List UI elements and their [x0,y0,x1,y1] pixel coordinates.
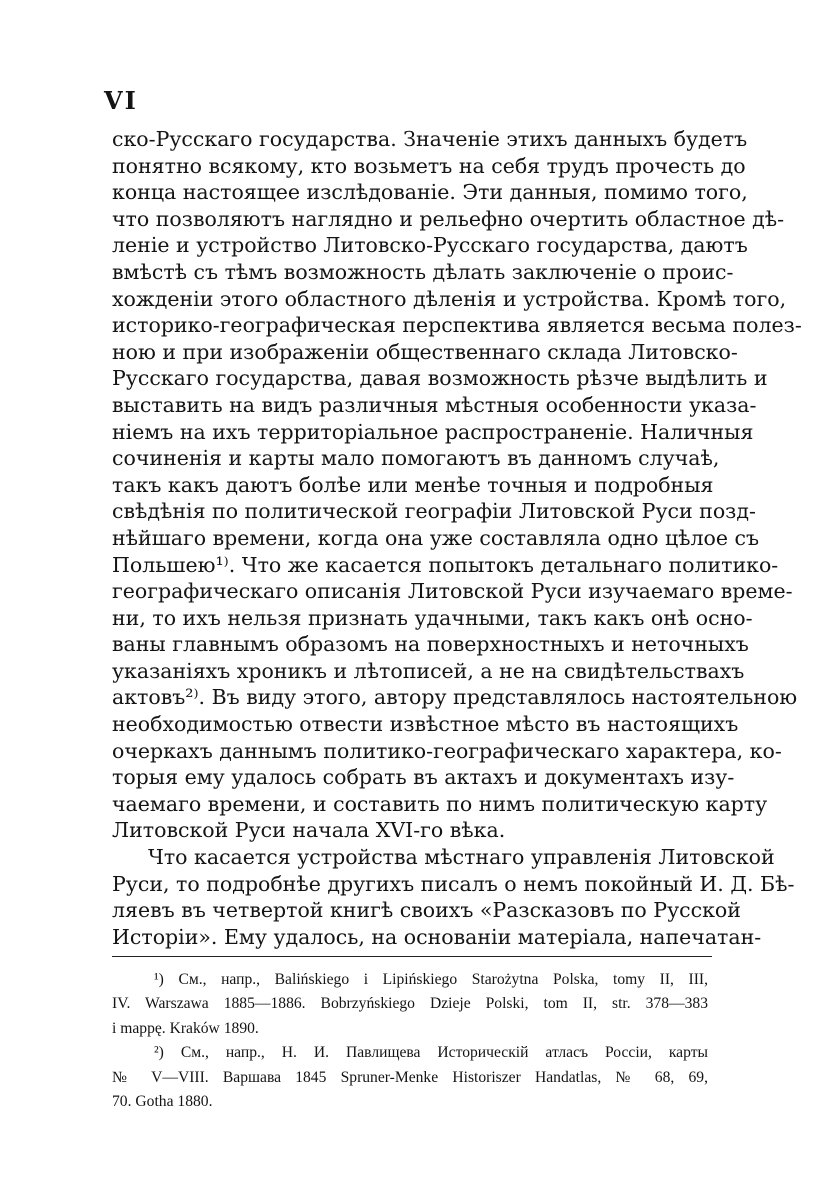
text-line: Литовской Руси начала XVI-го вѣка. [112,818,506,843]
footnote-line: i mappę. Kraków 1890. [112,1019,259,1037]
footnote-line: № V—VIII. Варшава 1845 Spruner-Menke Historiszer Handatlas, № 68, 69, [112,1068,708,1086]
text-line: что позволяютъ наглядно и рельефно очертить областное дѣ- [112,206,785,231]
text-line: свѣдѣнія по политической географіи Литовской Руси позд- [112,499,756,524]
text-line: сочиненія и карты мало помогаютъ въ данномъ случаѣ, [112,446,720,471]
text-line: Что касается устройства мѣстнаго управленія Литовской [148,845,775,870]
footnote-line: ¹) См., напр., Balińskiego i Lipińskiego Starożytna Polska, tomy II, III, [154,971,708,988]
footnote-divider [112,956,712,957]
page-number: VI [104,86,138,115]
text-line: Польшею¹⁾. Что же касается попытокъ детальнаго политико- [112,552,779,577]
text-line: указаніяхъ хроникъ и лѣтописей, а не на свидѣтельствахъ [112,658,745,683]
text-line: актовъ²⁾. Въ виду этого, автору представлялось настоятельною [112,685,798,710]
text-line: ско-Русскаго государства. Значеніе этихъ данныхъ будетъ [112,127,748,151]
footnote-line: 70. Gotha 1880. [112,1092,213,1110]
text-line: ною и при изображеніи общественнаго склада Литовско- [112,339,738,364]
text-line: понятно всякому, кто возьметъ на себя трудъ прочесть до [112,153,746,178]
text-line: ніемъ на ихъ территоріальное распространеніе. Наличныя [112,419,754,444]
text-line: выставить на видъ различныя мѣстныя особенности указа- [112,392,757,417]
text-line: географическаго описанія Литовской Руси изучаемаго време- [112,579,793,604]
text-line: Исторіи». Ему удалось, на основаніи матеріала, напечатан- [112,924,762,949]
text-line: Руси, то подробнѣе другихъ писалъ о немъ покойный И. Д. Бѣ- [112,871,795,896]
footnotes [112,968,708,1114]
text-line: ваны главнымъ образомъ на поверхностныхъ и неточныхъ [112,632,749,657]
footnote-line: ²) См., напр., Н. И. Павлищева Историческій атласъ Россіи, карты [154,1044,708,1062]
footnote-line: IV. Warszawa 1885—1886. Bobrzyńskiego Dzieje Polski, tom II, str. 378—383 [112,995,708,1013]
text-line: леніе и устройство Литовско-Русскаго государства, даютъ [112,233,748,258]
text-line: необходимостью отвести извѣстное мѣсто въ настоящихъ [112,712,739,737]
text-line: Русскаго государства, давая возможность рѣзче выдѣлить и [112,366,768,391]
text-line: хожденіи этого областного дѣленія и устройства. Кромѣ того, [112,286,787,311]
text-line: историко-географическая перспектива является весьма полез- [112,313,802,338]
text-line: ляевъ въ четвертой книгѣ своихъ «Разсказовъ по Русской [112,898,741,923]
text-line: такъ какъ даютъ болѣе или менѣе точныя и подробныя [112,472,714,497]
text-line: очеркахъ даннымъ политико-географическаго характера, ко- [112,738,782,763]
text-line: торыя ему удалось собрать въ актахъ и документахъ изу- [112,765,735,790]
body-text [112,126,802,950]
text-line: конца настоящее изслѣдованіе. Эти данныя, помимо того, [112,180,748,205]
text-line: ни, то ихъ нельзя признать удачными, такъ какъ онѣ осно- [112,605,753,630]
text-line: нѣйшаго времени, когда она уже составляла одно цѣлое съ [112,525,760,550]
text-line: чаемаго времени, и составить по нимъ политическую карту [112,791,768,816]
text-line: вмѣстѣ съ тѣмъ возможность дѣлать заключеніе о проис- [112,259,734,284]
